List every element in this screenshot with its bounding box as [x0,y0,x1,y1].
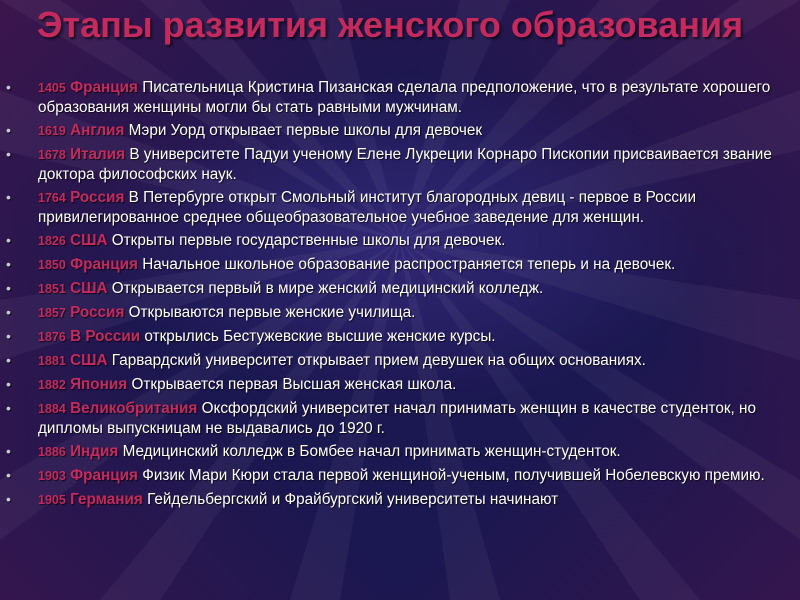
list-item [0,78,790,117]
event-country: Германия [70,491,143,508]
event-text: Оксфордский университет начал принимать женщин в качестве студенток, но дипломы выпускницам не выдавались до 1920 г. [38,400,757,437]
event-year: 1764 [38,191,66,205]
event-country: Франция [70,256,138,273]
event-year: 1876 [38,330,66,344]
list-item [0,303,790,323]
event-country: США [70,352,108,369]
list-item [0,255,790,275]
event-year: 1857 [38,306,66,320]
event-year: 1405 [38,81,66,95]
bullet-icon: • [6,352,11,368]
event-text: Гейдельбергский и Фрайбургский университеты начинают [147,491,559,508]
event-year: 1619 [38,124,66,138]
bullet-icon: • [6,256,11,272]
event-country: Италия [70,146,126,163]
bullet-icon: • [6,491,11,507]
event-year: 1886 [38,445,66,459]
bullet-icon: • [6,443,11,459]
event-text: открылись Бестужевские высшие женские курсы. [144,328,496,345]
event-country: Индия [70,443,119,460]
list-item [0,327,790,347]
event-country: Россия [70,304,125,321]
event-text: Открывается первый в мире женский медицинский колледж. [111,280,544,297]
event-text: В университете Падуи ученому Елене Лукреции Корнаро Пископии присваивается звание доктора философских наук. [38,146,772,183]
event-text: Медицинский колледж в Бомбее начал принимать женщин-студенток. [122,443,621,460]
event-country: Франция [70,467,138,484]
bullet-icon: • [6,280,11,296]
bullet-icon: • [6,189,11,205]
event-year: 1826 [38,234,66,248]
event-country: США [70,280,108,297]
event-country: США [70,232,108,249]
event-country: Великобритания [70,400,198,417]
event-year: 1851 [38,282,66,296]
event-country: Россия [70,189,125,206]
event-text: Начальное школьное образование распространяется теперь и на девочек. [142,256,676,273]
slide-title: Этапы развития женского образования [36,4,744,45]
event-country: Япония [70,376,128,393]
list-item [0,466,790,486]
list-item [0,279,790,299]
event-country: Франция [70,79,138,96]
list-item [0,375,790,395]
bullet-icon: • [6,467,11,483]
list-item [0,442,790,462]
event-text: В Петербурге открыт Смольный институт благородных девиц - первое в России привилегированное среднее общеобразовательное учебное заведение для женщин. [38,189,697,226]
bullet-icon: • [6,146,11,162]
event-text: Открыты первые государственные школы для девочек. [111,232,506,249]
event-text: Писательница Кристина Пизанская сделала предположение, что в результате хорошего образования женщины могли бы стать равными мужчинам. [38,79,771,116]
event-text: Открываются первые женские училища. [128,304,416,321]
event-text: Гарвардский университет открывает прием девушек на общих основаниях. [111,352,646,369]
event-year: 1884 [38,402,66,416]
event-year: 1881 [38,354,66,368]
list-item [0,351,790,371]
bullet-icon: • [6,122,11,138]
list-item [0,145,790,184]
event-text: Открывается первая Высшая женская школа. [131,376,457,393]
event-year: 1850 [38,258,66,272]
event-year: 1905 [38,493,66,507]
list-item [0,399,790,438]
event-text: Мэри Уорд открывает первые школы для девочек [128,122,483,139]
events-list [0,78,790,514]
event-year: 1678 [38,148,66,162]
event-year: 1903 [38,469,66,483]
list-item [0,490,790,510]
bullet-icon: • [6,79,11,95]
event-year: 1882 [38,378,66,392]
bullet-icon: • [6,400,11,416]
event-country: В России [70,328,141,345]
list-item [0,121,790,141]
event-text: Физик Мари Кюри стала первой женщиной-ученым, получившей Нобелевскую премию. [142,467,765,484]
list-item [0,188,790,227]
list-item [0,231,790,251]
bullet-icon: • [6,328,11,344]
bullet-icon: • [6,232,11,248]
event-country: Англия [70,122,125,139]
bullet-icon: • [6,376,11,392]
bullet-icon: • [6,304,11,320]
